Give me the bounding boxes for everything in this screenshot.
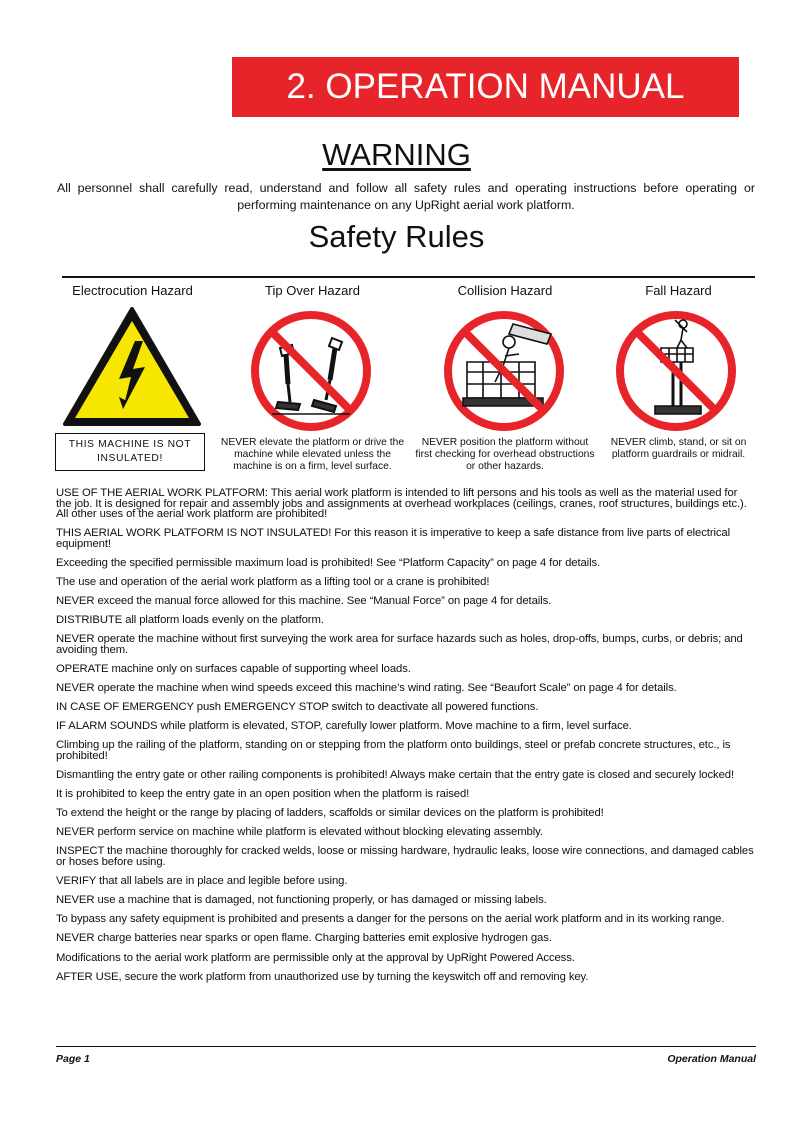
list-item: USE OF THE AERIAL WORK PLATFORM: This aerial work platform is intended to lift persons and his tools as well as the material used for the job. It is designed for repair and assembly jobs and assignments at overhead workplaces (ceilings, cranes, roof structures, buildings etc.). All other uses of the aerial work platform are prohibited!: [56, 487, 747, 521]
list-item: Climbing up the railing of the platform, standing on or stepping from the platform onto buildings, steel or prefab concrete structures, etc., is prohibited!: [56, 739, 731, 762]
list-item: OPERATE machine only on surfaces capable of supporting wheel loads.: [56, 663, 411, 676]
list-item: Dismantling the entry gate or other railing components is prohibited! Always make certain that the entry gate is closed and securely locked!: [56, 769, 734, 782]
list-item: To bypass any safety equipment is prohibited and presents a danger for the persons on the aerial work platform and in its working range.: [56, 913, 725, 926]
no-tip-over-icon: [250, 310, 372, 432]
list-item: IN CASE OF EMERGENCY push EMERGENCY STOP switch to deactivate all powered functions.: [56, 701, 539, 714]
footer-divider: [56, 1046, 756, 1047]
hazard-title: Electrocution Hazard: [72, 283, 193, 298]
hazard-fall: [597, 283, 760, 460]
hazard-tip-over: [215, 283, 410, 472]
warning-title: WARNING: [322, 137, 471, 172]
list-item: To extend the height or the range by placing of ladders, scaffolds or similar devices on the platform is prohibited!: [56, 807, 604, 820]
list-item: AFTER USE, secure the work platform from unauthorized use by turning the keyswitch off and removing key.: [56, 970, 589, 983]
list-item: Modifications to the aerial work platform are permissible only at the approval by UpRight Powered Access.: [56, 951, 575, 964]
hazard-collision: [415, 283, 595, 472]
warning-intro: All personnel shall carefully read, understand and follow all safety rules and operating instructions before operating or performing maintenance on any UpRight aerial work platform.: [57, 181, 755, 212]
hazard-title: Tip Over Hazard: [265, 283, 360, 298]
list-item: NEVER operate the machine when wind speeds exceed this machine’s wind rating. See “Beaufort Scale” on page 4 for details.: [56, 682, 677, 695]
list-item: IF ALARM SOUNDS while platform is elevated, STOP, carefully lower platform. Move machine to a firm, level surface.: [56, 720, 632, 733]
hazard-caption: NEVER position the platform without first checking for overhead obstructions or other hazards.: [415, 437, 595, 472]
hazard-caption: NEVER climb, stand, or sit on platform guardrails or midrail.: [610, 437, 747, 460]
no-climbing-icon: [615, 310, 737, 432]
safety-rules-title: Safety Rules: [308, 219, 485, 254]
hazard-title: Fall Hazard: [645, 283, 712, 298]
hazard-caption: NEVER elevate the platform or drive the machine while elevated unless the machine is on a firm, level surface.: [220, 437, 405, 472]
list-item: NEVER perform service on machine while platform is elevated without blocking elevating assembly.: [56, 826, 543, 839]
list-item: It is prohibited to keep the entry gate in an open position when the platform is raised!: [56, 788, 470, 801]
top-divider: [62, 276, 755, 278]
section-banner: 2. OPERATION MANUAL: [232, 57, 739, 117]
no-collision-icon: [443, 310, 565, 432]
list-item: NEVER use a machine that is damaged, not functioning properly, or has damaged or missing labels.: [56, 894, 547, 907]
list-item: INSPECT the machine thoroughly for cracked welds, loose or missing hardware, hydraulic leaks, loose wire connections, and damaged cables or hoses before using.: [56, 845, 754, 869]
list-item: NEVER charge batteries near sparks or open flame. Charging batteries emit explosive hydrogen gas.: [56, 932, 552, 945]
list-item: Exceeding the specified permissible maximum load is prohibited! See “Platform Capacity” on page 4 for details.: [56, 556, 601, 569]
footer-doc-title: Operation Manual: [667, 1053, 756, 1065]
page-number: Page 1: [56, 1053, 90, 1065]
list-item: NEVER operate the machine without first surveying the work area for surface hazards such as holes, drop-offs, bumps, curbs, or debris; and avoiding them.: [56, 633, 743, 656]
not-insulated-notice: THIS MACHINE IS NOT INSULATED!: [55, 433, 205, 471]
hazard-electrocution: [55, 283, 210, 464]
hazard-title: Collision Hazard: [457, 283, 553, 298]
list-item: VERIFY that all labels are in place and legible before using.: [56, 875, 348, 888]
list-item: NEVER exceed the manual force allowed for this machine. See “Manual Force” on page 4 for details.: [56, 595, 552, 608]
safety-rules-list: [56, 488, 754, 991]
list-item: DISTRIBUTE all platform loads evenly on the platform.: [56, 614, 324, 627]
list-item: The use and operation of the aerial work platform as a lifting tool or a crane is prohibited!: [56, 576, 490, 589]
list-item: THIS AERIAL WORK PLATFORM IS NOT INSULATED! For this reason it is imperative to keep a safe distance from live parts of electrical equipment!: [56, 527, 731, 550]
electrocution-warning-icon: [61, 305, 203, 429]
